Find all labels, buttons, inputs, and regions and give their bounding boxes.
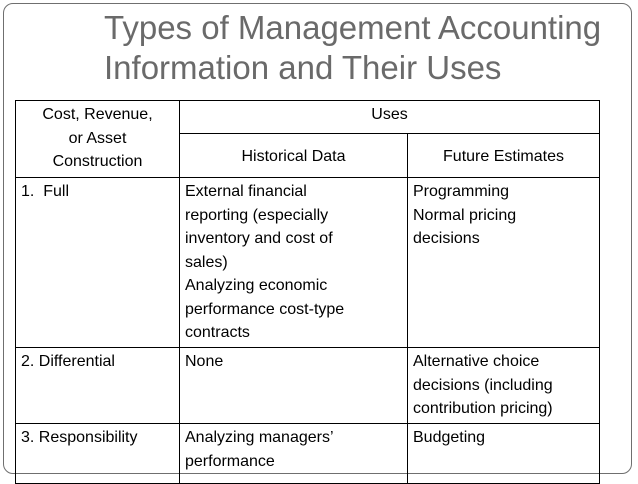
header-cost-revenue-asset: Cost, Revenue, or Asset Construction — [16, 101, 180, 178]
uses-table — [15, 100, 600, 484]
table-row — [16, 348, 600, 424]
slide-title — [104, 8, 624, 88]
header-historical-data: Historical Data — [180, 134, 408, 178]
title-line-1: Types of Management Accounting — [104, 9, 602, 46]
header-future-estimates: Future Estimates — [408, 134, 600, 178]
row-historical: External financial reporting (especially inventory and cost of sales) Analyzing economic performance cost-type contracts — [180, 178, 408, 348]
row-historical: None — [180, 348, 408, 424]
row-future: Budgeting — [408, 424, 600, 484]
title-line-2: Information and Their Uses — [104, 49, 502, 86]
header-uses: Uses — [180, 101, 600, 134]
table-row — [16, 178, 600, 348]
row-historical: Analyzing managers’ performance — [180, 424, 408, 484]
row-label: 3. Responsibility — [16, 424, 180, 484]
row-label: 1. Full — [16, 178, 180, 348]
table-row — [16, 424, 600, 484]
row-future: Alternative choice decisions (including contribution pricing) — [408, 348, 600, 424]
row-future: Programming Normal pricing decisions — [408, 178, 600, 348]
row-label: 2. Differential — [16, 348, 180, 424]
